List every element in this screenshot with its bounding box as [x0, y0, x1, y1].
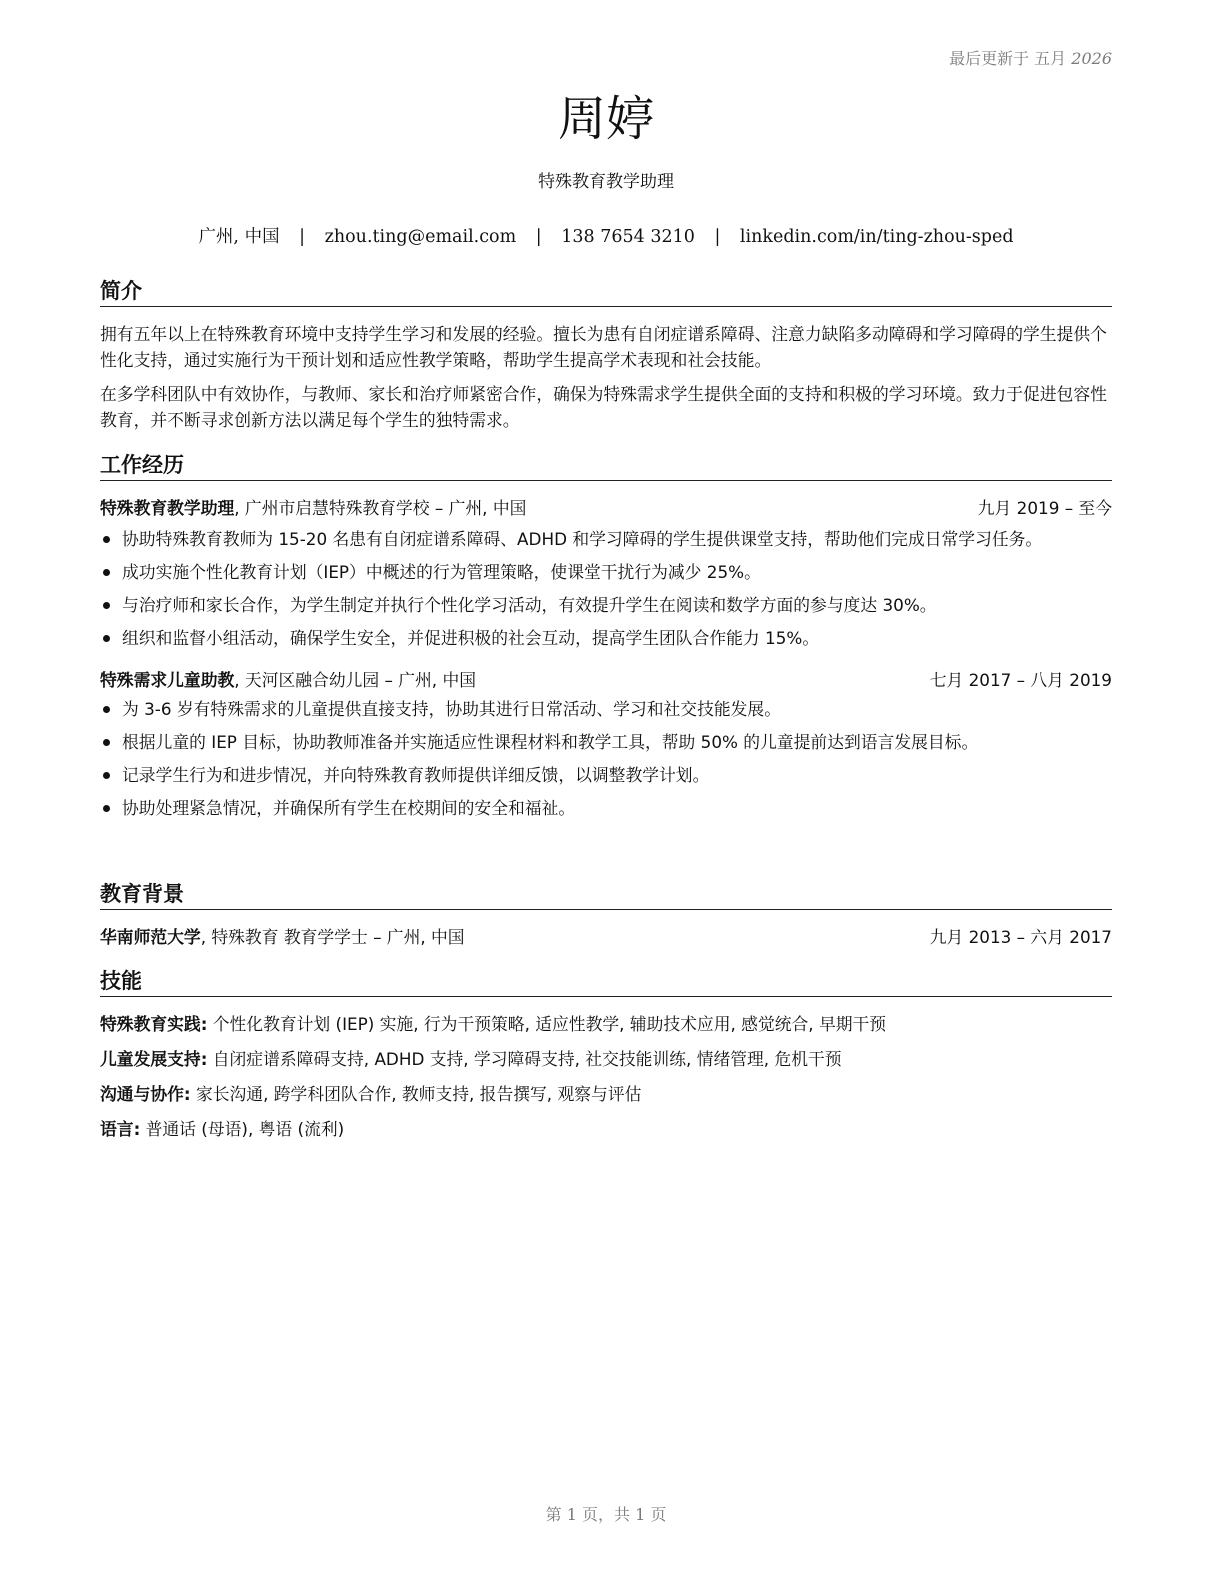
- job-dates: 七月 2017 – 八月 2019: [929, 670, 1112, 690]
- skills-list: [100, 1011, 1112, 1142]
- last-updated: [949, 46, 1112, 69]
- job-bullets: [100, 696, 1112, 821]
- job-header: [100, 667, 1112, 693]
- job-role-org: [100, 667, 476, 693]
- education-section: [100, 880, 1112, 950]
- candidate-name: 周婷: [557, 91, 654, 147]
- section-heading-education: 教育背景: [100, 880, 1112, 910]
- job-bullet: 协助处理紧急情况，并确保所有学生在校期间的安全和福祉。: [100, 795, 1112, 821]
- contact-phone: 138 7654 3210: [561, 227, 695, 247]
- job-bullet: 根据儿童的 IEP 目标，协助教师准备并实施适应性课程材料和教学工具，帮助 50% 的儿童提前达到语言发展目标。: [100, 729, 1112, 755]
- job-entry: [100, 667, 1112, 821]
- job-dates: 九月 2019 – 至今: [977, 498, 1112, 518]
- education-school-detail: [100, 924, 465, 950]
- job-org: , 广州市启慧特殊教育学校 – 广州, 中国: [234, 498, 527, 518]
- skills-section: [100, 967, 1112, 1151]
- skill-label: 儿童发展支持:: [100, 1049, 208, 1069]
- last-updated-year: 2026: [1071, 49, 1112, 68]
- education-school: 华南师范大学: [100, 927, 201, 947]
- resume-page: [100, 0, 1112, 1584]
- skill-value: 家长沟通, 跨学科团队合作, 教师支持, 报告撰写, 观察与评估: [190, 1084, 642, 1104]
- skill-line: [100, 1116, 1112, 1142]
- job-bullet: 记录学生行为和进步情况，并向特殊教育教师提供详细反馈，以调整教学计划。: [100, 762, 1112, 788]
- job-role: 特殊教育教学助理: [100, 498, 235, 518]
- last-updated-label: 最后更新于 五月: [949, 49, 1067, 68]
- job-role: 特殊需求儿童助教: [100, 670, 235, 690]
- job-bullet: 组织和监督小组活动，确保学生安全，并促进积极的社会互动，提高学生团队合作能力 15%。: [100, 625, 1112, 651]
- skill-value: 个性化教育计划 (IEP) 实施, 行为干预策略, 适应性教学, 辅助技术应用, 感觉统合, 早期干预: [207, 1014, 887, 1034]
- contact-location: 广州, 中国: [198, 227, 280, 247]
- job-header: [100, 495, 1112, 521]
- section-heading-summary: 简介: [100, 277, 1112, 307]
- job-entry: [100, 495, 1112, 651]
- contact-separator: |: [535, 227, 542, 247]
- job-bullet: 协助特殊教育教师为 15-20 名患有自闭症谱系障碍、ADHD 和学习障碍的学生提供课堂支持，帮助他们完成日常学习任务。: [100, 526, 1112, 552]
- candidate-title: 特殊教育教学助理: [538, 172, 674, 192]
- skill-line: [100, 1081, 1112, 1107]
- job-org: , 天河区融合幼儿园 – 广州, 中国: [234, 670, 477, 690]
- contact-line: [100, 225, 1112, 249]
- contact-email[interactable]: zhou.ting@email.com: [324, 227, 517, 247]
- skill-line: [100, 1046, 1112, 1072]
- job-bullets: [100, 526, 1112, 651]
- skill-label: 特殊教育实践:: [100, 1014, 208, 1034]
- job-bullet: 与治疗师和家长合作，为学生制定并执行个性化学习活动，有效提升学生在阅读和数学方面的参与度达 30%。: [100, 592, 1112, 618]
- contact-separator: |: [714, 227, 721, 247]
- education-entry: [100, 924, 1112, 950]
- contact-separator: |: [299, 227, 306, 247]
- section-heading-skills: 技能: [100, 967, 1112, 997]
- skill-value: 自闭症谱系障碍支持, ADHD 支持, 学习障碍支持, 社交技能训练, 情绪管理, 危机干预: [207, 1049, 842, 1069]
- education-detail: , 特殊教育 教育学学士 – 广州, 中国: [200, 927, 465, 947]
- job-role-org: [100, 495, 526, 521]
- experience-section: [100, 451, 1112, 828]
- page-footer: 第 1 页，共 1 页: [545, 1505, 667, 1524]
- summary-section: [100, 277, 1112, 433]
- skill-value: 普通话 (母语), 粤语 (流利): [140, 1119, 345, 1139]
- section-heading-experience: 工作经历: [100, 451, 1112, 481]
- summary-paragraph: 拥有五年以上在特殊教育环境中支持学生学习和发展的经验。擅长为患有自闭症谱系障碍、注意力缺陷多动障碍和学习障碍的学生提供个性化支持，通过实施行为干预计划和适应性教学策略，帮助学生提高学术表现和社会技能。: [100, 324, 1107, 370]
- education-dates: 九月 2013 – 六月 2017: [929, 927, 1112, 947]
- skill-line: [100, 1011, 1112, 1037]
- skill-label: 语言:: [100, 1119, 141, 1139]
- skill-label: 沟通与协作:: [100, 1084, 191, 1104]
- summary-paragraph: 在多学科团队中有效协作，与教师、家长和治疗师紧密合作，确保为特殊需求学生提供全面的支持和积极的学习环境。致力于促进包容性教育，并不断寻求创新方法以满足每个学生的独特需求。: [100, 384, 1107, 430]
- contact-linkedin[interactable]: linkedin.com/in/ting-zhou-sped: [739, 227, 1014, 247]
- job-bullet: 成功实施个性化教育计划（IEP）中概述的行为管理策略，使课堂干扰行为减少 25%。: [100, 559, 1112, 585]
- job-bullet: 为 3-6 岁有特殊需求的儿童提供直接支持，协助其进行日常活动、学习和社交技能发展。: [100, 696, 1112, 722]
